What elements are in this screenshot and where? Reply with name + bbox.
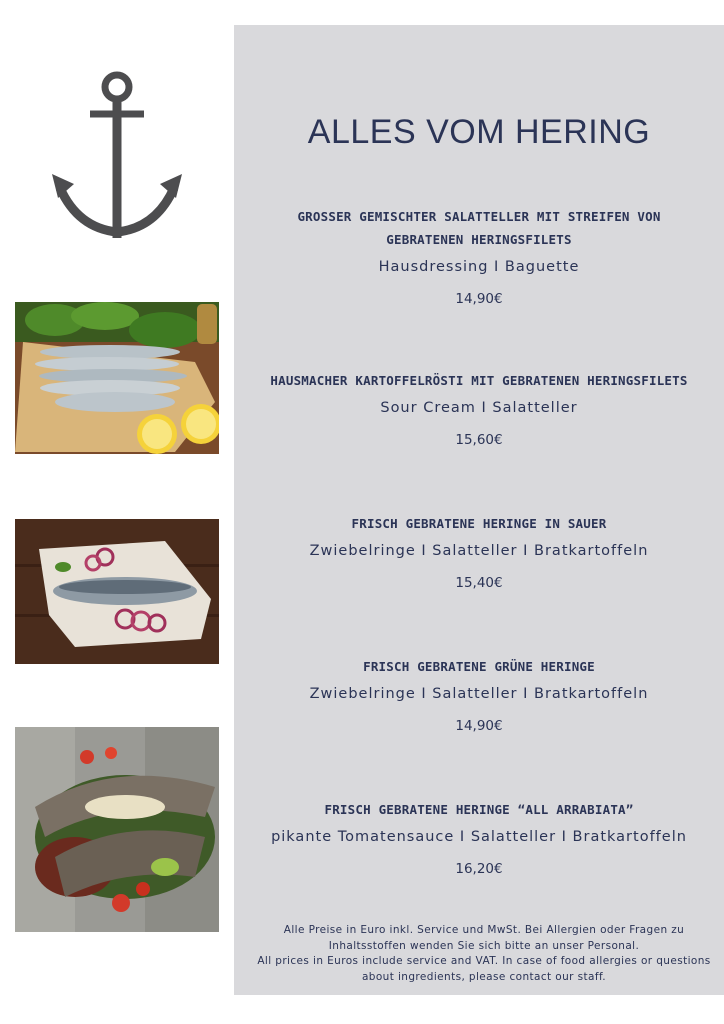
menu-item-description: pikante Tomatensauce I Salatteller I Bratkartoffeln (271, 829, 687, 845)
menu-item (246, 512, 712, 591)
menu-item (246, 205, 712, 307)
menu-item-price: 16,20€ (455, 861, 503, 877)
disclaimer-german: Alle Preise in Euro inkl. Service und MwSt. Bei Allergien oder Fragen zu Inhaltsstoffen wenden Sie sich bitte an unser Personal. (283, 924, 685, 952)
menu-title: ALLES VOM HERING (307, 113, 651, 151)
menu-item (246, 655, 712, 734)
menu-item (246, 798, 712, 877)
menu-item-price: 15,40€ (455, 575, 503, 591)
herring-fillets-photo (15, 302, 219, 454)
menu-item-name: FRISCH GEBRATENE GRÜNE HERINGE (363, 659, 595, 674)
disclaimer-english: All prices in Euros include service and VAT. In case of food allergies or questions about ingredients, please contact our staff. (257, 955, 711, 983)
menu-item-name: FRISCH GEBRATENE HERINGE “ALL ARRABIATA” (324, 802, 634, 817)
herring-onion-photo (15, 519, 219, 664)
anchor-icon (48, 70, 186, 242)
menu-item-description: Zwiebelringe I Salatteller I Bratkartoffeln (309, 543, 649, 559)
fried-herring-photo (15, 727, 219, 932)
menu-item-name: FRISCH GEBRATENE HERINGE IN SAUER (351, 516, 607, 531)
menu-item-description: Sour Cream I Salatteller (380, 400, 578, 416)
menu-item-description: Hausdressing I Baguette (378, 259, 580, 275)
menu-item-description: Zwiebelringe I Salatteller I Bratkartoffeln (309, 686, 649, 702)
menu-item-price: 14,90€ (455, 291, 503, 307)
menu-item-name: HAUSMACHER KARTOFFELRÖSTI MIT GEBRATENEN HERINGSFILETS (270, 373, 688, 388)
price-disclaimer (254, 923, 714, 985)
menu-panel (234, 25, 724, 995)
menu-item-name: GROSSER GEMISCHTER SALATTELLER MIT STREIFEN VON GEBRATENEN HERINGSFILETS (297, 209, 661, 247)
menu-item (246, 369, 712, 448)
menu-item-price: 15,60€ (455, 432, 503, 448)
menu-item-price: 14,90€ (455, 718, 503, 734)
